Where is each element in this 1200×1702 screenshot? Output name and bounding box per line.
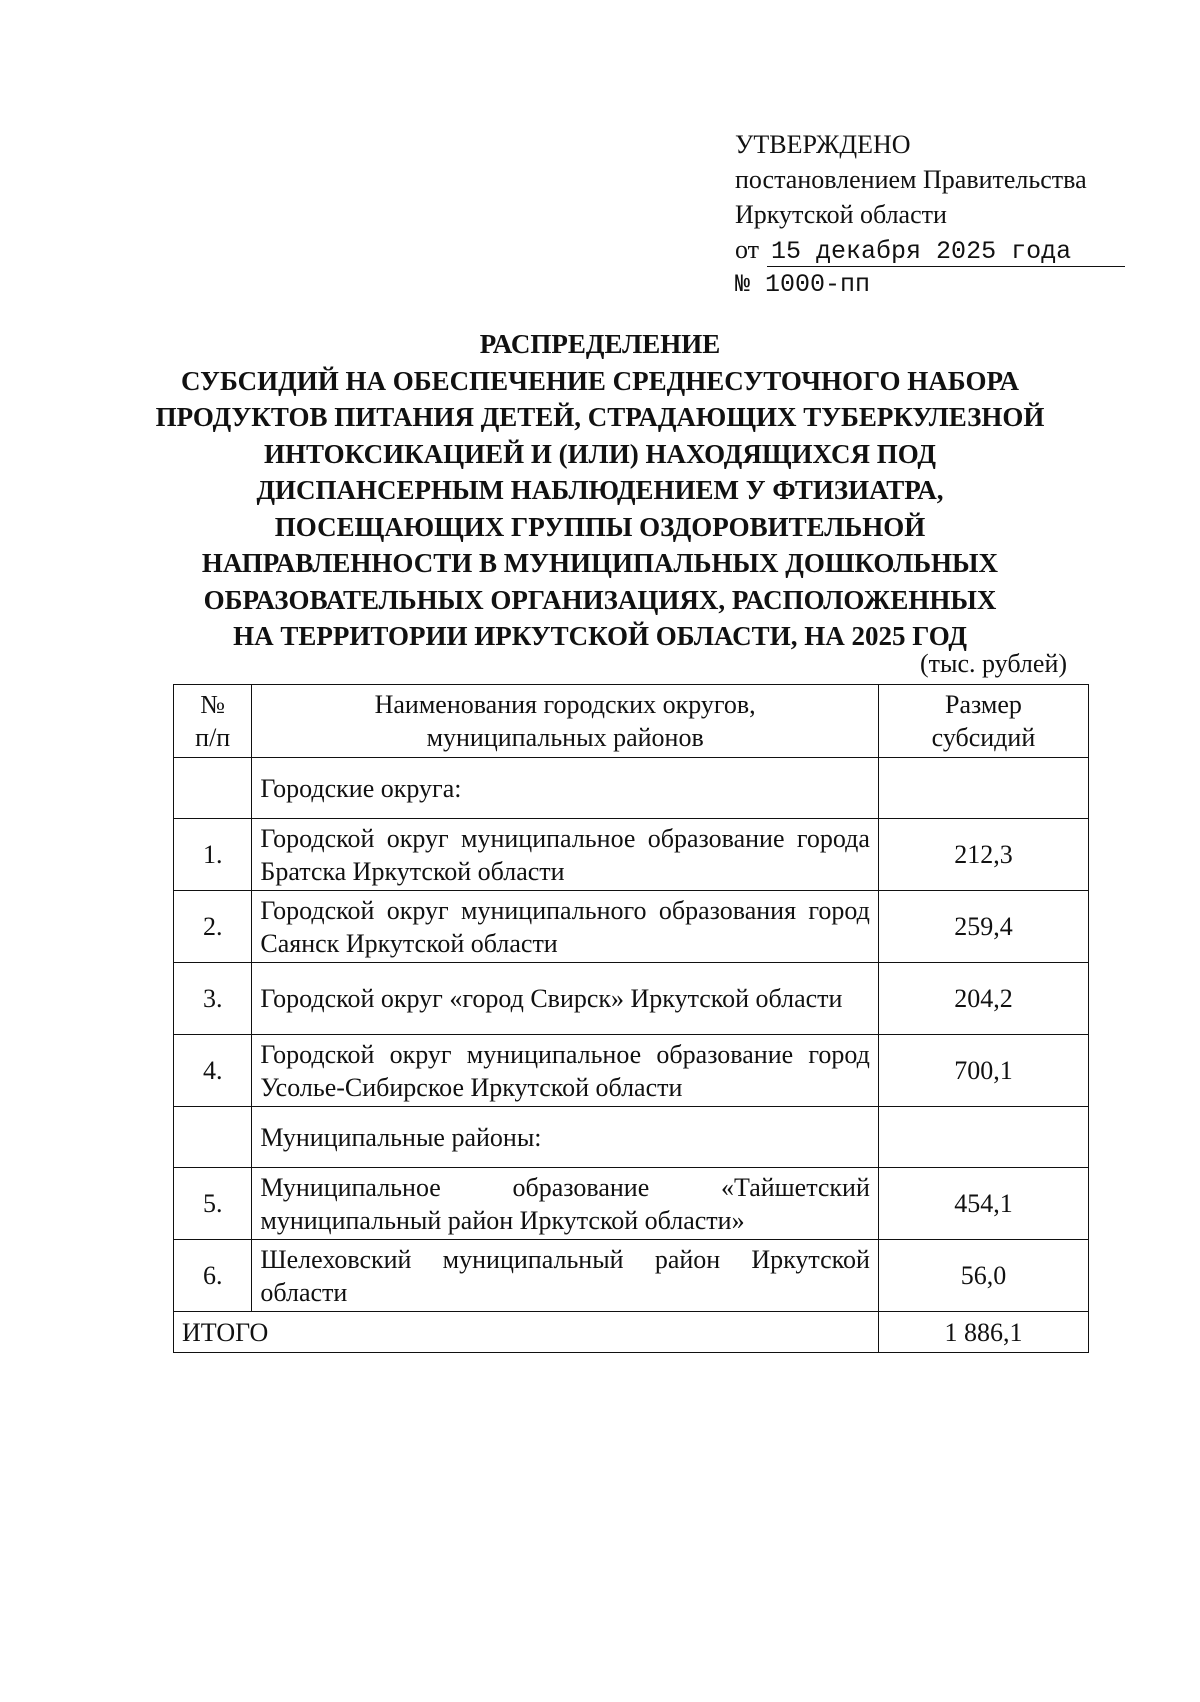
header-value-line: Размер — [944, 690, 1022, 719]
section-row-districts — [174, 1107, 1089, 1168]
document-title — [150, 326, 1050, 655]
empty-cell — [174, 758, 252, 819]
row-number: 5. — [174, 1168, 252, 1240]
row-name: Городской округ «город Свирск» Иркутской области — [252, 963, 879, 1035]
distribution-table — [173, 684, 1089, 1353]
title-line: ИНТОКСИКАЦИЕЙ И (ИЛИ) НАХОДЯЩИХСЯ ПОД — [264, 438, 936, 469]
row-number: 4. — [174, 1035, 252, 1107]
approval-date-prefix: от — [735, 235, 760, 264]
table-row — [174, 891, 1089, 963]
approval-number: № 1000-пп — [735, 270, 871, 299]
row-number: 1. — [174, 819, 252, 891]
row-value: 454,1 — [878, 1168, 1088, 1240]
empty-cell — [878, 1107, 1088, 1168]
row-number: 2. — [174, 891, 252, 963]
header-number — [174, 685, 252, 758]
table-row — [174, 1240, 1089, 1312]
header-number-line: № — [200, 690, 226, 719]
section-label: Городские округа: — [252, 758, 879, 819]
row-value: 259,4 — [878, 891, 1088, 963]
table-row — [174, 819, 1089, 891]
row-value: 56,0 — [878, 1240, 1088, 1312]
row-name: Шелеховский муниципальный район Иркутской области — [252, 1240, 879, 1312]
approval-heading: УТВЕРЖДЕНО — [735, 130, 911, 159]
approval-region: Иркутской области — [735, 200, 947, 229]
header-value-line: субсидий — [931, 723, 1036, 752]
section-label: Муниципальные районы: — [252, 1107, 879, 1168]
row-name: Муниципальное образование «Тайшетский муниципальный район Иркутской области» — [252, 1168, 879, 1240]
title-line: ПОСЕЩАЮЩИХ ГРУППЫ ОЗДОРОВИТЕЛЬНОЙ — [274, 511, 926, 542]
header-name-line: муниципальных районов — [426, 723, 704, 752]
header-number-line: п/п — [195, 723, 231, 752]
empty-cell — [878, 758, 1088, 819]
title-line: ОБРАЗОВАТЕЛЬНЫХ ОРГАНИЗАЦИЯХ, РАСПОЛОЖЕННЫХ — [203, 584, 997, 615]
table-header-row — [174, 685, 1089, 758]
title-line: СУБСИДИЙ НА ОБЕСПЕЧЕНИЕ СРЕДНЕСУТОЧНОГО НАБОРА — [181, 365, 1019, 396]
table-row — [174, 1168, 1089, 1240]
approval-date: 15 декабря 2025 года — [767, 238, 1125, 267]
total-row — [174, 1312, 1089, 1353]
title-line: ПРОДУКТОВ ПИТАНИЯ ДЕТЕЙ, СТРАДАЮЩИХ ТУБЕРКУЛЕЗНОЙ — [155, 402, 1045, 432]
approval-authority: постановлением Правительства — [735, 165, 1087, 194]
approval-date-line — [735, 232, 1125, 267]
row-number: 3. — [174, 963, 252, 1035]
section-row-urban — [174, 758, 1089, 819]
title-line: ДИСПАНСЕРНЫМ НАБЛЮДЕНИЕМ У ФТИЗИАТРА, — [256, 475, 944, 505]
empty-cell — [174, 1107, 252, 1168]
row-value: 212,3 — [878, 819, 1088, 891]
total-value: 1 886,1 — [878, 1312, 1088, 1353]
total-label: ИТОГО — [174, 1312, 879, 1353]
row-value: 204,2 — [878, 963, 1088, 1035]
units-label: (тыс. рублей) — [920, 649, 1068, 678]
header-value — [878, 685, 1088, 758]
row-value: 700,1 — [878, 1035, 1088, 1107]
row-name: Городской округ муниципального образования город Саянск Иркутской области — [252, 891, 879, 963]
table-row — [174, 1035, 1089, 1107]
approval-stamp — [735, 127, 1125, 302]
title-line: РАСПРЕДЕЛЕНИЕ — [479, 329, 721, 359]
header-name — [252, 685, 879, 758]
header-name-line: Наименования городских округов, — [374, 690, 756, 719]
row-number: 6. — [174, 1240, 252, 1312]
title-line: НА ТЕРРИТОРИИ ИРКУТСКОЙ ОБЛАСТИ, НА 2025 ГОД — [233, 621, 967, 651]
row-name: Городской округ муниципальное образование город Усолье-Сибирское Иркутской области — [252, 1035, 879, 1107]
title-line: НАПРАВЛЕННОСТИ В МУНИЦИПАЛЬНЫХ ДОШКОЛЬНЫХ — [201, 548, 999, 578]
row-name: Городской округ муниципальное образование города Братска Иркутской области — [252, 819, 879, 891]
table-row — [174, 963, 1089, 1035]
